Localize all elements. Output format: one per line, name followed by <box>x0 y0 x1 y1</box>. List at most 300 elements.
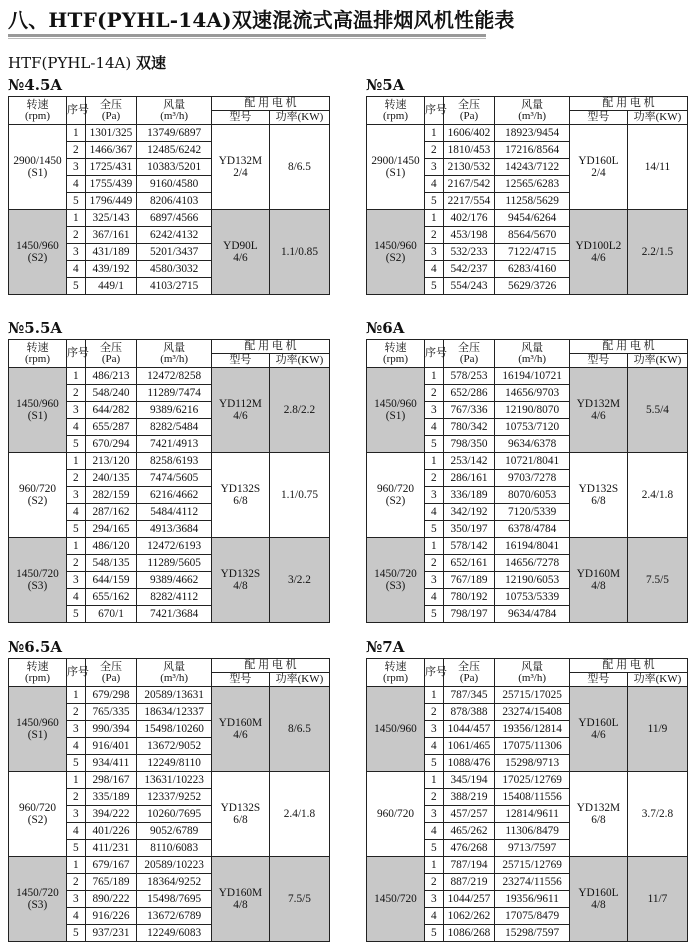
pressure-cell: 644/159 <box>85 572 137 589</box>
power-header: 功率(KW) <box>627 354 687 368</box>
flow-cell: 6216/4662 <box>137 487 212 504</box>
speed-header-unit: (rpm) <box>24 352 51 365</box>
seq-cell: 5 <box>66 840 85 857</box>
speed-code: (S1) <box>27 729 48 741</box>
flow-cell: 8206/4103 <box>137 193 212 210</box>
flow-cell: 12472/8258 <box>137 368 212 385</box>
speed-cell <box>367 368 425 453</box>
page-title: 八、HTF(PYHL-14A)双速混流式高温排烟风机性能表 <box>8 8 515 32</box>
motor-model-cell <box>211 772 269 857</box>
flow-cell: 18923/9454 <box>495 125 570 142</box>
speed-header-label: 转速 <box>26 660 49 673</box>
speed-header-unit: (rpm) <box>382 352 409 365</box>
title-underline-thin <box>8 38 486 39</box>
motor-power-cell: 3.7/2.8 <box>627 772 687 857</box>
table-row <box>9 538 330 555</box>
seq-cell: 2 <box>66 704 85 721</box>
seq-cell: 4 <box>424 908 443 925</box>
seq-cell: 3 <box>424 891 443 908</box>
pressure-cell: 548/135 <box>85 555 137 572</box>
flow-cell: 12190/8070 <box>495 402 570 419</box>
seq-cell: 2 <box>424 227 443 244</box>
seq-cell: 5 <box>424 755 443 772</box>
pressure-cell: 336/189 <box>443 487 495 504</box>
seq-cell: 4 <box>66 261 85 278</box>
seq-cell: 3 <box>66 572 85 589</box>
speed-code: (S2) <box>27 814 48 826</box>
seq-cell: 2 <box>424 385 443 402</box>
seq-cell: 1 <box>66 368 85 385</box>
flow-header <box>137 340 212 368</box>
seq-cell: 2 <box>424 789 443 806</box>
pressure-cell: 388/219 <box>443 789 495 806</box>
flow-cell: 9389/6216 <box>137 402 212 419</box>
flow-header-label: 风量 <box>163 341 186 354</box>
motor-power-cell: 2.8/2.2 <box>269 368 329 453</box>
block-title: №6A <box>366 319 405 337</box>
motor-power-cell: 1.1/0.75 <box>269 453 329 538</box>
motor-power-cell: 1.1/0.85 <box>269 210 329 295</box>
motor-model-cell <box>211 857 269 942</box>
table-row <box>367 687 688 704</box>
flow-cell: 23274/15408 <box>495 704 570 721</box>
pressure-cell: 1062/262 <box>443 908 495 925</box>
flow-cell: 13631/10223 <box>137 772 212 789</box>
seq-cell: 5 <box>66 755 85 772</box>
pressure-header-unit: (Pa) <box>459 671 479 684</box>
seq-cell: 2 <box>424 874 443 891</box>
pressure-header-label: 全压 <box>457 660 480 673</box>
flow-cell: 10753/5339 <box>495 589 570 606</box>
pressure-cell: 1044/457 <box>443 721 495 738</box>
speed-code: (S1) <box>385 410 406 422</box>
pressure-cell: 240/135 <box>85 470 137 487</box>
seq-cell: 5 <box>424 278 443 295</box>
table-row <box>9 772 330 789</box>
spec-table <box>8 96 330 295</box>
block-title: №6.5A <box>8 638 63 656</box>
motor-power-cell: 8/6.5 <box>269 125 329 210</box>
speed-cell <box>367 772 425 857</box>
speed-header-label: 转速 <box>384 660 407 673</box>
seq-cell: 4 <box>424 419 443 436</box>
seq-cell: 4 <box>424 823 443 840</box>
spec-block <box>8 318 330 623</box>
pressure-cell: 1725/431 <box>85 159 137 176</box>
speed-header <box>367 659 425 687</box>
speed-value: 1450/720 <box>374 893 417 905</box>
flow-cell: 13672/9052 <box>137 738 212 755</box>
flow-cell: 9634/6378 <box>495 436 570 453</box>
speed-cell <box>9 772 67 857</box>
seq-cell: 3 <box>424 487 443 504</box>
pressure-cell: 439/192 <box>85 261 137 278</box>
seq-header: 序号 <box>424 659 443 687</box>
seq-cell: 5 <box>424 925 443 942</box>
header-row <box>367 659 688 673</box>
seq-cell: 4 <box>424 176 443 193</box>
pressure-cell: 213/120 <box>85 453 137 470</box>
table-row <box>9 368 330 385</box>
motor-model: YD160M <box>218 717 263 729</box>
speed-cell <box>9 368 67 453</box>
seq-cell: 4 <box>424 738 443 755</box>
seq-cell: 4 <box>66 589 85 606</box>
speed-header-unit: (rpm) <box>24 671 51 684</box>
speed-value: 1450/960 <box>16 398 59 410</box>
seq-cell: 3 <box>424 402 443 419</box>
pressure-cell: 670/1 <box>85 606 137 623</box>
model-header: 型号 <box>569 673 627 687</box>
motor-poles: 4/6 <box>591 252 606 264</box>
speed-cell <box>9 857 67 942</box>
seq-cell: 5 <box>66 278 85 295</box>
flow-cell: 7421/3684 <box>137 606 212 623</box>
seq-header: 序号 <box>424 97 443 125</box>
pressure-cell: 253/142 <box>443 453 495 470</box>
seq-header: 序号 <box>66 659 85 687</box>
motor-power-cell: 7.5/5 <box>627 538 687 623</box>
motor-model-cell <box>211 687 269 772</box>
header-row <box>367 340 688 354</box>
table-row <box>9 687 330 704</box>
motor-model-cell <box>211 368 269 453</box>
speed-code: (S1) <box>27 167 48 179</box>
flow-cell: 8070/6053 <box>495 487 570 504</box>
speed-cell <box>367 857 425 942</box>
seq-cell: 1 <box>424 125 443 142</box>
flow-header <box>495 97 570 125</box>
motor-model: YD132M <box>576 802 621 814</box>
flow-cell: 7122/4715 <box>495 244 570 261</box>
model-header: 型号 <box>569 111 627 125</box>
pressure-cell: 287/162 <box>85 504 137 521</box>
header-row <box>9 659 330 673</box>
table-row <box>9 453 330 470</box>
table-row <box>367 210 688 227</box>
seq-cell: 1 <box>66 453 85 470</box>
spec-table <box>8 339 330 623</box>
motor-model-cell <box>211 210 269 295</box>
pressure-cell: 937/231 <box>85 925 137 942</box>
motor-power-cell: 2.2/1.5 <box>627 210 687 295</box>
motor-power-cell: 2.4/1.8 <box>627 453 687 538</box>
seq-cell: 2 <box>66 227 85 244</box>
pressure-cell: 401/226 <box>85 823 137 840</box>
motor-power-cell: 3/2.2 <box>269 538 329 623</box>
pressure-cell: 679/298 <box>85 687 137 704</box>
pressure-header-unit: (Pa) <box>459 109 479 122</box>
speed-value: 2900/1450 <box>13 155 62 167</box>
speed-value: 960/720 <box>376 808 414 820</box>
pressure-cell: 342/192 <box>443 504 495 521</box>
flow-cell: 25715/17025 <box>495 687 570 704</box>
pressure-cell: 453/198 <box>443 227 495 244</box>
seq-cell: 4 <box>66 504 85 521</box>
table-row <box>9 210 330 227</box>
flow-cell: 10383/5201 <box>137 159 212 176</box>
motor-model: YD132S <box>220 483 261 495</box>
title-underline <box>8 34 486 37</box>
flow-cell: 12472/6193 <box>137 538 212 555</box>
speed-cell <box>9 687 67 772</box>
motor-power-cell: 14/11 <box>627 125 687 210</box>
seq-cell: 3 <box>424 572 443 589</box>
seq-cell: 5 <box>424 521 443 538</box>
flow-cell: 18364/9252 <box>137 874 212 891</box>
motor-model: YD132S <box>220 568 261 580</box>
speed-value: 1450/960 <box>374 240 417 252</box>
flow-header-unit: (m³/h) <box>518 352 547 365</box>
flow-cell: 9713/7597 <box>495 840 570 857</box>
speed-cell <box>367 210 425 295</box>
table-row <box>367 538 688 555</box>
speed-header <box>9 659 67 687</box>
flow-header-label: 风量 <box>163 660 186 673</box>
pressure-cell: 2217/554 <box>443 193 495 210</box>
seq-cell: 5 <box>66 606 85 623</box>
seq-cell: 3 <box>424 806 443 823</box>
pressure-cell: 1086/268 <box>443 925 495 942</box>
motor-model: YD160L <box>578 887 619 899</box>
pressure-cell: 578/253 <box>443 368 495 385</box>
motor-power-cell: 2.4/1.8 <box>269 772 329 857</box>
table-row <box>367 857 688 874</box>
pressure-cell: 780/192 <box>443 589 495 606</box>
table-row <box>367 125 688 142</box>
flow-cell: 7474/5605 <box>137 470 212 487</box>
spec-block <box>8 637 330 942</box>
seq-cell: 2 <box>66 385 85 402</box>
seq-cell: 3 <box>66 891 85 908</box>
table-row <box>367 772 688 789</box>
flow-cell: 8564/5670 <box>495 227 570 244</box>
pressure-cell: 990/394 <box>85 721 137 738</box>
speed-code: (S2) <box>385 495 406 507</box>
pressure-cell: 394/222 <box>85 806 137 823</box>
seq-cell: 2 <box>66 555 85 572</box>
motor-model-cell <box>569 453 627 538</box>
pressure-header-unit: (Pa) <box>101 109 121 122</box>
speed-value: 1450/720 <box>374 568 417 580</box>
pressure-cell: 554/243 <box>443 278 495 295</box>
speed-header-label: 转速 <box>384 341 407 354</box>
flow-cell: 11258/5629 <box>495 193 570 210</box>
seq-cell: 1 <box>66 538 85 555</box>
seq-cell: 5 <box>424 436 443 453</box>
pressure-header-label: 全压 <box>99 660 122 673</box>
table-row <box>367 453 688 470</box>
flow-header-label: 风量 <box>163 98 186 111</box>
pressure-cell: 402/176 <box>443 210 495 227</box>
seq-cell: 4 <box>66 738 85 755</box>
flow-cell: 4103/2715 <box>137 278 212 295</box>
speed-header <box>9 340 67 368</box>
motor-model: YD132M <box>218 155 263 167</box>
block-title: №7A <box>366 638 405 656</box>
motor-header: 配 用 电 机 <box>569 97 687 111</box>
pressure-cell: 1796/449 <box>85 193 137 210</box>
flow-cell: 6378/4784 <box>495 521 570 538</box>
flow-header-unit: (m³/h) <box>518 671 547 684</box>
flow-header <box>137 97 212 125</box>
block-title: №5.5A <box>8 319 63 337</box>
pressure-cell: 916/226 <box>85 908 137 925</box>
flow-cell: 7421/4913 <box>137 436 212 453</box>
seq-cell: 3 <box>424 244 443 261</box>
flow-cell: 15298/7597 <box>495 925 570 942</box>
flow-cell: 11289/7474 <box>137 385 212 402</box>
spec-table <box>366 658 688 942</box>
motor-model: YD160L <box>578 155 619 167</box>
motor-poles: 4/8 <box>233 899 248 911</box>
flow-cell: 13672/6789 <box>137 908 212 925</box>
seq-cell: 2 <box>424 142 443 159</box>
flow-cell: 10721/8041 <box>495 453 570 470</box>
flow-cell: 14243/7122 <box>495 159 570 176</box>
pressure-header-label: 全压 <box>99 98 122 111</box>
motor-header: 配 用 电 机 <box>569 659 687 673</box>
seq-cell: 1 <box>66 772 85 789</box>
pressure-cell: 679/167 <box>85 857 137 874</box>
model-header: 型号 <box>211 111 269 125</box>
flow-cell: 12485/6242 <box>137 142 212 159</box>
pressure-cell: 652/286 <box>443 385 495 402</box>
header-row <box>9 340 330 354</box>
subtitle <box>8 52 166 73</box>
seq-cell: 5 <box>66 436 85 453</box>
speed-header-label: 转速 <box>384 98 407 111</box>
table-row <box>367 368 688 385</box>
flow-cell: 17216/8564 <box>495 142 570 159</box>
speed-cell <box>9 125 67 210</box>
flow-cell: 9160/4580 <box>137 176 212 193</box>
flow-cell: 19356/12814 <box>495 721 570 738</box>
motor-poles: 4/6 <box>591 410 606 422</box>
speed-header-unit: (rpm) <box>382 109 409 122</box>
spec-block <box>8 75 330 295</box>
pressure-cell: 345/194 <box>443 772 495 789</box>
speed-value: 1450/960 <box>374 398 417 410</box>
flow-header-unit: (m³/h) <box>518 109 547 122</box>
pressure-cell: 335/189 <box>85 789 137 806</box>
speed-code: (S1) <box>27 410 48 422</box>
flow-header-label: 风量 <box>521 660 544 673</box>
flow-header-unit: (m³/h) <box>160 671 189 684</box>
pressure-cell: 887/219 <box>443 874 495 891</box>
speed-cell <box>367 687 425 772</box>
speed-header <box>9 97 67 125</box>
speed-cell <box>9 538 67 623</box>
flow-cell: 18634/12337 <box>137 704 212 721</box>
flow-header <box>495 340 570 368</box>
pressure-cell: 578/142 <box>443 538 495 555</box>
flow-cell: 5201/3437 <box>137 244 212 261</box>
seq-cell: 1 <box>66 857 85 874</box>
flow-cell: 6283/4160 <box>495 261 570 278</box>
pressure-cell: 542/237 <box>443 261 495 278</box>
flow-cell: 8258/6193 <box>137 453 212 470</box>
flow-cell: 4913/3684 <box>137 521 212 538</box>
speed-code: (S2) <box>27 495 48 507</box>
pressure-cell: 367/161 <box>85 227 137 244</box>
speed-code: (S3) <box>27 580 48 592</box>
speed-value: 1450/960 <box>16 717 59 729</box>
motor-model-cell <box>211 538 269 623</box>
seq-cell: 2 <box>424 470 443 487</box>
pressure-cell: 1755/439 <box>85 176 137 193</box>
header-row <box>367 97 688 111</box>
seq-header: 序号 <box>66 97 85 125</box>
table-row <box>9 125 330 142</box>
pressure-cell: 798/197 <box>443 606 495 623</box>
speed-value: 1450/960 <box>374 723 417 735</box>
speed-header-unit: (rpm) <box>382 671 409 684</box>
pressure-cell: 798/350 <box>443 436 495 453</box>
flow-cell: 5484/4112 <box>137 504 212 521</box>
flow-header-label: 风量 <box>521 98 544 111</box>
pressure-header <box>443 97 495 125</box>
flow-cell: 12337/9252 <box>137 789 212 806</box>
pressure-cell: 548/240 <box>85 385 137 402</box>
pressure-header-unit: (Pa) <box>101 671 121 684</box>
flow-cell: 9703/7278 <box>495 470 570 487</box>
seq-cell: 1 <box>424 368 443 385</box>
seq-cell: 2 <box>424 555 443 572</box>
seq-cell: 3 <box>66 244 85 261</box>
pressure-cell: 350/197 <box>443 521 495 538</box>
pressure-cell: 486/120 <box>85 538 137 555</box>
flow-cell: 11289/5605 <box>137 555 212 572</box>
pressure-cell: 644/282 <box>85 402 137 419</box>
motor-power-cell: 7.5/5 <box>269 857 329 942</box>
motor-poles: 4/6 <box>233 252 248 264</box>
flow-header-unit: (m³/h) <box>160 109 189 122</box>
spec-table <box>8 658 330 942</box>
motor-model-cell <box>569 772 627 857</box>
speed-value: 960/720 <box>376 483 414 495</box>
flow-header-unit: (m³/h) <box>160 352 189 365</box>
flow-cell: 17025/12769 <box>495 772 570 789</box>
pressure-cell: 767/336 <box>443 402 495 419</box>
pressure-cell: 2167/542 <box>443 176 495 193</box>
pressure-cell: 765/335 <box>85 704 137 721</box>
power-header: 功率(KW) <box>269 354 329 368</box>
seq-cell: 3 <box>66 402 85 419</box>
flow-cell: 16194/8041 <box>495 538 570 555</box>
speed-header <box>367 97 425 125</box>
motor-poles: 6/8 <box>591 495 606 507</box>
pressure-header <box>443 659 495 687</box>
seq-cell: 1 <box>66 210 85 227</box>
motor-model-cell <box>569 210 627 295</box>
block-title: №5A <box>366 76 405 94</box>
model-header: 型号 <box>211 673 269 687</box>
pressure-cell: 655/162 <box>85 589 137 606</box>
pressure-cell: 282/159 <box>85 487 137 504</box>
pressure-header <box>85 659 137 687</box>
motor-power-cell: 11/7 <box>627 857 687 942</box>
flow-cell: 13749/6897 <box>137 125 212 142</box>
speed-code: (S1) <box>385 167 406 179</box>
motor-poles: 4/6 <box>233 729 248 741</box>
pressure-cell: 431/189 <box>85 244 137 261</box>
flow-cell: 19356/9611 <box>495 891 570 908</box>
seq-cell: 5 <box>424 840 443 857</box>
pressure-cell: 457/257 <box>443 806 495 823</box>
motor-model: YD132M <box>576 398 621 410</box>
pressure-cell: 655/287 <box>85 419 137 436</box>
